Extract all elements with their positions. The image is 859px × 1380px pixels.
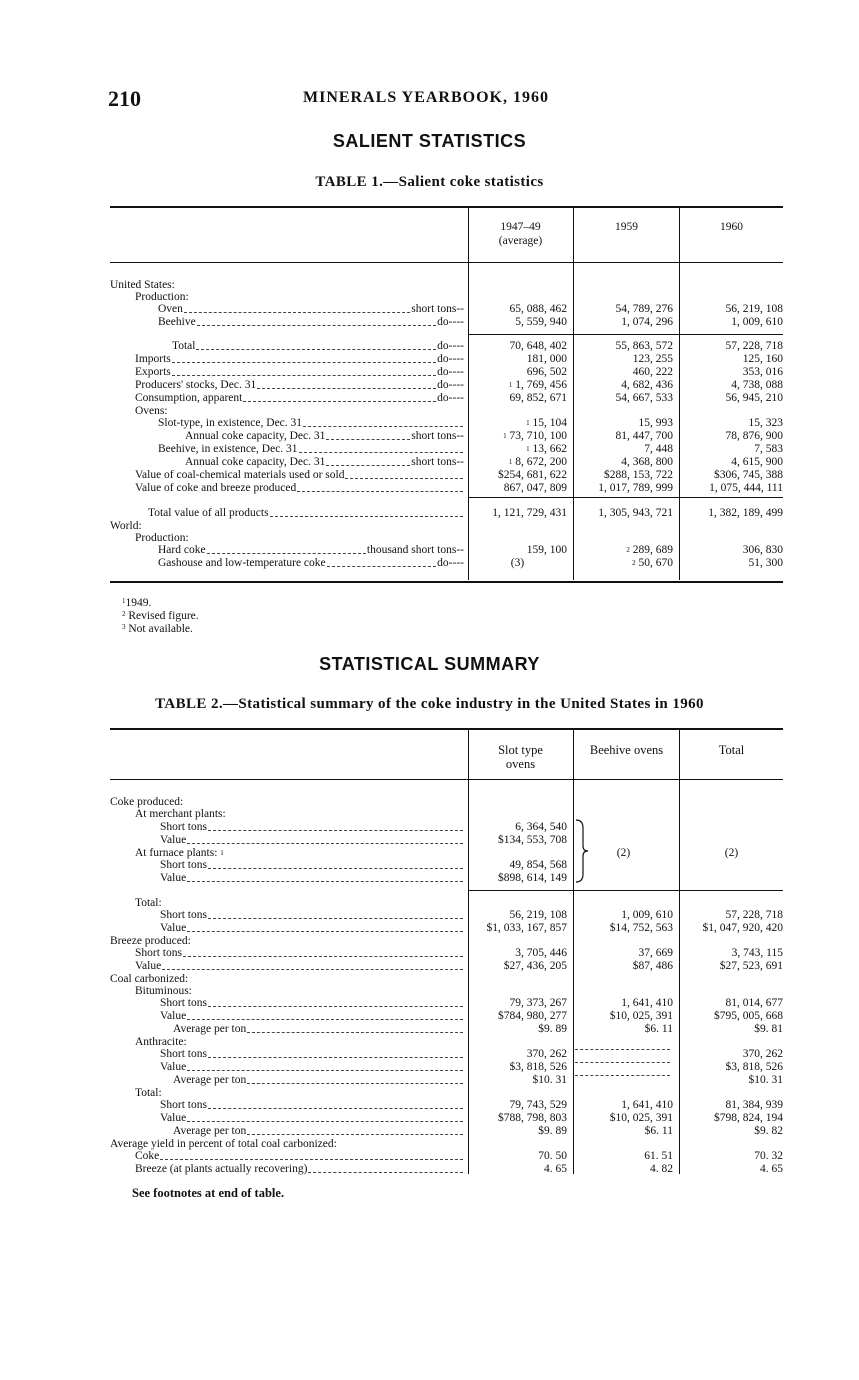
table-row: Value $788, 798, 803 $10, 025, 391 $798, 824, 194 xyxy=(160,1112,783,1124)
table-row: Beehive, in existence, Dec. 31 $^1$ 13, 662 7, 448 7, 583 xyxy=(158,443,783,455)
table-row: Value $1, 033, 167, 857 $14, 752, 563 $1, 047, 920, 420 xyxy=(160,922,783,934)
table-row: Short tons 79, 373, 267 1, 641, 410 81, 014, 677 xyxy=(160,997,783,1009)
table-row: Coal carbonized: xyxy=(110,973,189,985)
table-row: Exports do ---- 696, 502 460, 222 353, 016 xyxy=(135,366,783,378)
table2-col-header: Beehive ovens xyxy=(589,743,664,757)
table-row: Bituminous: xyxy=(135,985,192,997)
table1-total-rule xyxy=(468,334,783,335)
table-row: Coke produced: xyxy=(110,796,184,808)
table2-total-rule xyxy=(468,890,783,891)
table1-caption: TABLE 1.—Salient coke statistics xyxy=(315,174,544,190)
page-number: 210 xyxy=(108,86,141,111)
table-row: Oven short tons -- 65, 088, 462 54, 789, 276 56, 219, 108 xyxy=(158,303,783,315)
table1-col-header: 1959 xyxy=(615,221,638,233)
table-row: Average per ton $9. 89 $6. 11 $9. 81 xyxy=(173,1023,783,1035)
table-row: Short tons 3, 705, 446 37, 669 3, 743, 115 xyxy=(135,947,783,959)
table2-see-footnotes: See footnotes at end of table. xyxy=(132,1186,285,1200)
table-row: Gashouse and low-temperature coke do ---- (3) $^2$ 50, 670 51, 300 xyxy=(158,557,783,569)
table-row: Total do ---- 70, 648, 402 55, 863, 572 57, 228, 718 xyxy=(172,340,783,352)
table1-header-rule xyxy=(110,262,783,263)
table1-bottom-rule xyxy=(110,581,783,583)
table2-col-header: Total xyxy=(718,743,745,757)
footnote: $^2$ Revised figure. xyxy=(122,610,199,622)
table-row: Ovens: xyxy=(135,405,168,417)
footnote: $^1$1949. xyxy=(122,597,152,609)
table-row: Anthracite: xyxy=(135,1036,187,1048)
table-row: Average per ton $10. 31 $10. 31 xyxy=(173,1074,783,1086)
table-row: At furnace plants: 1 (2) (2) xyxy=(135,847,739,859)
table-row: Imports do ---- 181, 000 123, 255 125, 160 xyxy=(135,353,783,365)
table-row: Beehive do ---- 5, 559, 940 1, 074, 296 1, 009, 610 xyxy=(158,316,783,328)
table-row: Breeze (at plants actually recovering) 4. 65 4. 82 4. 65 xyxy=(135,1163,783,1175)
footnote: $^3$ Not available. xyxy=(122,623,193,635)
table1-col-header: 1947–49 (average) xyxy=(498,221,543,247)
table2-header-rule xyxy=(110,779,783,780)
table2-col-header: Slot type ovens xyxy=(498,743,543,771)
table-row: Annual coke capacity, Dec. 31 short tons -- $^1$ 8, 672, 200 4, 368, 800 4, 615, 900 xyxy=(185,456,783,468)
table-row: Coke 70. 50 61. 51 70. 32 xyxy=(135,1150,783,1162)
table-row: Short tons 6, 364, 540 xyxy=(160,821,567,833)
table1-top-rule xyxy=(110,206,783,208)
table-row: Total: xyxy=(135,1087,162,1099)
table-row: Short tons 79, 743, 529 1, 641, 410 81, 384, 939 xyxy=(160,1099,783,1111)
table-row: Producers' stocks, Dec. 31 do ---- $^1$ 1, 769, 456 4, 682, 436 4, 738, 088 xyxy=(135,379,783,391)
running-title: MINERALS YEARBOOK, 1960 xyxy=(303,89,549,106)
table-row: Short tons 49, 854, 568 xyxy=(160,859,567,871)
table-row: Total value of all products 1, 121, 729, 431 1, 305, 943, 721 1, 382, 189, 499 xyxy=(148,507,783,519)
table-row: United States: xyxy=(110,279,175,291)
table-row: Average per ton $9. 89 $6. 11 $9. 82 xyxy=(173,1125,783,1137)
table-row: Production: xyxy=(135,291,189,303)
table-row: Slot-type, in existence, Dec. 31 $^1$ 15, 104 15, 993 15, 323 xyxy=(158,417,783,429)
table1-total-rule xyxy=(468,497,783,498)
section-title-summary: STATISTICAL SUMMARY xyxy=(319,654,540,674)
table1-col-header: 1960 xyxy=(720,221,743,233)
table-row: Value of coke and breeze produced 867, 047, 809 1, 017, 789, 999 1, 075, 444, 111 xyxy=(135,482,783,494)
table-row: Short tons 370, 262 370, 262 xyxy=(160,1048,783,1060)
table-row: Consumption, apparent do ---- 69, 852, 671 54, 667, 533 56, 945, 210 xyxy=(135,392,783,404)
table-row: Annual coke capacity, Dec. 31 short tons -- $^1$ 73, 710, 100 81, 447, 700 78, 876, 900 xyxy=(185,430,783,442)
table-row: Short tons 56, 219, 108 1, 009, 610 57, 228, 718 xyxy=(160,909,783,921)
table-row: Total: xyxy=(135,897,162,909)
table-row: Breeze produced: xyxy=(110,935,191,947)
table-row: Value $898, 614, 149 xyxy=(160,872,567,884)
table-row: World: xyxy=(110,520,142,532)
table-row: Value $27, 436, 205 $87, 486 $27, 523, 691 xyxy=(135,960,783,972)
section-title-salient: SALIENT STATISTICS xyxy=(332,131,527,151)
table-row: Value $784, 980, 277 $10, 025, 391 $795, 005, 668 xyxy=(160,1010,783,1022)
table-row: Value $3, 818, 526 $3, 818, 526 xyxy=(160,1061,783,1073)
table-row: At merchant plants: xyxy=(135,808,226,820)
table-row: Average yield in percent of total coal carbonized: xyxy=(110,1138,337,1150)
table2-top-rule xyxy=(110,728,783,730)
table2-caption: TABLE 2.—Statistical summary of the coke industry in the United States in 1960 xyxy=(155,696,704,712)
table-row: Hard coke thousand short tons -- 159, 100 $^2$ 289, 689 306, 830 xyxy=(158,544,783,556)
table-row: Value $134, 553, 708 xyxy=(160,834,567,846)
table-row: Production: xyxy=(135,532,189,544)
table-row: Value of coal-chemical materials used or sold $254, 681, 622 $288, 153, 722 $306, 745, 388 xyxy=(135,469,783,481)
